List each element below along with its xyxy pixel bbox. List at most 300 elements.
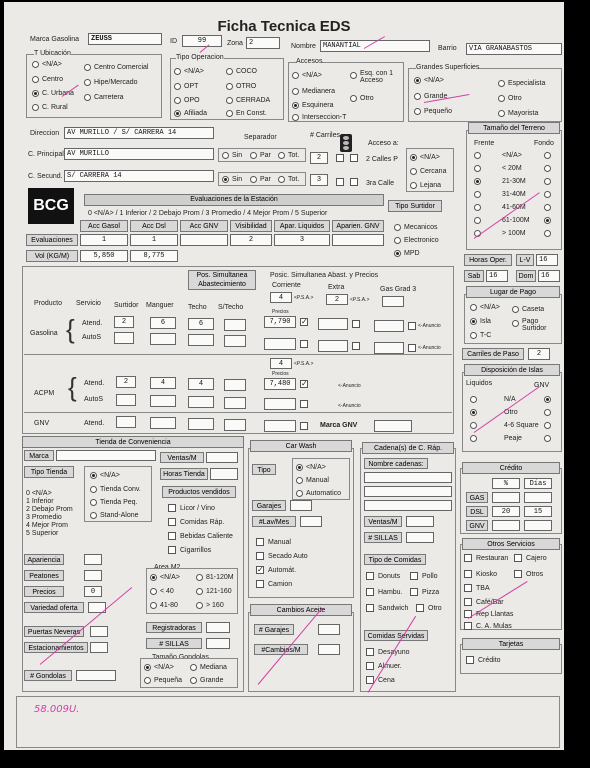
fondo-radio[interactable] [544, 178, 551, 185]
sep-s-sin-radio[interactable] [222, 176, 229, 183]
ubicacion-cc-label: Centro Comercial [94, 64, 149, 71]
acc-intersec-radio[interactable] [292, 114, 299, 121]
gs-especialista-radio[interactable] [498, 80, 505, 87]
nombre-field[interactable]: MANANTIAL [320, 40, 430, 52]
corriente-label: Corriente [272, 282, 301, 289]
ubicacion-urbana-radio[interactable] [32, 90, 39, 97]
horas-tienda-field[interactable] [210, 468, 238, 480]
gs-grande-radio[interactable] [414, 93, 421, 100]
gas-autos-label: AutoS [82, 334, 102, 341]
op-otro-radio[interactable] [226, 83, 233, 90]
cajero-label: Cajero [526, 555, 547, 562]
carriles-secundaria-field[interactable]: 3 [310, 174, 328, 186]
llantas-label: Rep Llantas [476, 611, 514, 618]
tam-mediana-radio[interactable] [190, 664, 197, 671]
gas-check-corriente[interactable] [300, 318, 308, 326]
col-surtidor: Surtidor [114, 302, 139, 309]
credito-gnv-dias[interactable] [524, 520, 552, 531]
acpm-autos-precio[interactable] [264, 398, 296, 410]
ubicacion-centro-label: Centro [42, 76, 64, 83]
bebidas-check[interactable] [168, 532, 176, 540]
chk-principal-a[interactable] [336, 154, 344, 162]
carriles-paso-field[interactable]: 2 [528, 348, 550, 360]
eval-col-aparien-gnv: Aparien. GNV [332, 220, 384, 232]
ubicacion-rural-radio[interactable] [32, 104, 39, 111]
eval-acc-gasol-field[interactable]: 1 [80, 234, 128, 246]
chk-secundaria-b[interactable] [350, 178, 358, 186]
registradoras-label: Registradoras [146, 622, 202, 633]
marca-gnv-field[interactable] [374, 420, 412, 432]
ubicacion-carretera-radio[interactable] [84, 94, 91, 101]
area-81-radio[interactable] [196, 574, 203, 581]
vol-dsl-field[interactable]: 8,775 [130, 250, 178, 262]
cajero-check[interactable] [514, 554, 522, 562]
op-const-radio[interactable] [226, 110, 233, 117]
cadena-nombre-field-2[interactable] [364, 486, 452, 497]
carriles-label: # Carriles [310, 132, 340, 139]
ubicacion-cc-radio[interactable] [84, 64, 91, 71]
gas-check-grad3[interactable] [408, 322, 416, 330]
acc-esq1-radio[interactable] [350, 72, 357, 79]
tienda-conv-radio[interactable] [90, 486, 97, 493]
tienda-peq-radio[interactable] [90, 499, 97, 506]
tam-grande-radio[interactable] [190, 677, 197, 684]
cw-garajes-label: Garajes [252, 500, 286, 511]
frente-radio[interactable] [474, 178, 481, 185]
gas-manguer-field[interactable]: 6 [150, 317, 176, 329]
area-41-radio[interactable] [150, 602, 157, 609]
gondolas-field[interactable] [76, 670, 116, 681]
area-81-label: 81-120M [206, 574, 234, 581]
kiosko-check[interactable] [464, 570, 472, 578]
islas-gnv-label: GNV [534, 382, 550, 389]
fondo-radio[interactable] [544, 204, 551, 211]
lv-field[interactable]: 16 [536, 254, 558, 266]
gas-autos-techo[interactable] [188, 334, 214, 346]
apariencia-field[interactable] [84, 554, 102, 565]
tam-na-radio[interactable] [144, 664, 151, 671]
gs-mayorista-radio[interactable] [498, 110, 505, 117]
tienda-marca-label: Marca [24, 450, 54, 461]
gas-autos-precio-extra[interactable] [318, 340, 348, 352]
desayuno-check[interactable] [366, 648, 374, 656]
islas-liquidos-radio[interactable] [470, 409, 477, 416]
almuerzo-check[interactable] [366, 662, 374, 670]
sep-p-sin-label: Sin [232, 152, 243, 159]
credito-dsl-dias[interactable]: 15 [524, 506, 552, 517]
gas-autos-check-extra[interactable] [352, 342, 360, 350]
gas-autos-check-grad3[interactable] [408, 344, 416, 352]
acpm-corriente-field[interactable]: 4 [270, 358, 292, 369]
cw-manual-item: Manual [268, 539, 291, 546]
restauran-check[interactable] [464, 554, 472, 562]
gnv-surtidor[interactable] [116, 416, 136, 428]
horas-tienda-label: Horas Tienda [160, 468, 208, 480]
gas-surtidor-field[interactable]: 2 [114, 316, 134, 328]
apariencia-label: Apariencia [24, 554, 64, 565]
acpm-autos-label: AutoS [84, 396, 104, 403]
cw-secado-check[interactable] [256, 552, 264, 560]
mulas-check[interactable] [464, 622, 472, 630]
gas-autos-stecho[interactable] [224, 335, 246, 347]
tam-grande-label: Grande [200, 677, 224, 684]
credito-dsl-pct[interactable]: 20 [492, 506, 520, 517]
sep-s-tot-radio[interactable] [278, 176, 285, 183]
cw-na-radio[interactable] [296, 464, 303, 471]
gas-grad-label: Gas Grad 3 [380, 286, 417, 293]
marca-field[interactable]: ZEUSS [88, 33, 162, 45]
acc-na-label: <N/A> [302, 72, 322, 79]
chk-secundaria-a[interactable] [336, 178, 344, 186]
gnv-precio[interactable] [264, 420, 296, 432]
tienda-na-radio[interactable] [90, 472, 97, 479]
area-na-radio[interactable] [150, 574, 157, 581]
ubicacion-hipe-radio[interactable] [84, 79, 91, 86]
gas-psa-1: <P.S.A.> [294, 295, 314, 301]
peatones-field[interactable] [84, 570, 102, 581]
gas-corriente-field[interactable]: 4 [270, 292, 292, 303]
pollo-check[interactable] [410, 572, 418, 580]
eval-aparien-gnv-field[interactable] [332, 234, 384, 246]
tienda-scale-2: 2 Debajo Prom [26, 506, 73, 513]
cw-garajes-field[interactable] [290, 500, 312, 511]
pago-surtidor-label: Pago Surtidor [522, 318, 547, 332]
area-121-radio[interactable] [196, 588, 203, 595]
acc-esquinera-radio[interactable] [292, 102, 299, 109]
islas-liquidos-radio[interactable] [470, 422, 477, 429]
pizza-check[interactable] [410, 588, 418, 596]
frente-label: Frente [474, 140, 495, 147]
evaluaciones-scale: 0 <N/A> / 1 Inferior / 2 Debajo Prom / 3 Promedio / 4 Mejor Prom / 5 Superior [88, 210, 328, 217]
tba-check[interactable] [464, 584, 472, 592]
gas-anuncio-2: <-Anuncio [418, 345, 441, 351]
sab-field[interactable]: 16 [486, 270, 508, 282]
acpm-autos-techo[interactable] [188, 396, 214, 408]
cadena-sillas-field[interactable] [406, 532, 434, 543]
hambu-check[interactable] [366, 588, 374, 596]
donuts-check[interactable] [366, 572, 374, 580]
islas-gnv-radio[interactable] [544, 422, 551, 429]
eval-visibilidad-field[interactable]: 2 [230, 234, 272, 246]
eval-acc-gnv-field[interactable] [180, 234, 228, 246]
cw-auto-label: Automatico [306, 490, 342, 497]
cw-camion-check[interactable] [256, 580, 264, 588]
productos-label: Productos vendidos [162, 486, 236, 498]
bcg-logo: BCG [28, 188, 74, 224]
licor-check[interactable] [168, 504, 176, 512]
fondo-radio[interactable] [544, 230, 551, 237]
pago-surtidor-radio[interactable] [512, 320, 519, 327]
gnv-check[interactable] [300, 422, 308, 430]
acceso-lejana-radio[interactable] [410, 182, 417, 189]
acceso-cercana-radio[interactable] [410, 168, 417, 175]
area-41-label: 41-80 [160, 602, 178, 609]
dom-field[interactable]: 16 [538, 270, 560, 282]
tienda-sillas-field[interactable] [206, 638, 230, 649]
tam-pequena-label: Pequeña [154, 677, 183, 684]
fondo-radio[interactable] [544, 152, 551, 159]
acpm-atend-label: Atend. [84, 380, 105, 387]
acc-intersec-label: Interseccion-T [302, 114, 347, 121]
ubicacion-na-radio[interactable] [32, 61, 39, 68]
gas-precios-label: Precios [272, 309, 289, 315]
acpm-autos-manguer[interactable] [150, 395, 176, 407]
acpm-precio[interactable]: 7,480 [264, 378, 296, 390]
gas-autos-manguer[interactable] [150, 333, 176, 345]
ubicacion-carretera-label: Carretera [94, 94, 124, 101]
cafe-check[interactable] [464, 598, 472, 606]
frente-radio[interactable] [474, 217, 481, 224]
tba-label: TBA [476, 585, 490, 592]
ubicacion-na-label: <N/A> [42, 61, 62, 68]
cadena-nombre-field-1[interactable] [364, 472, 452, 483]
tienda-title: Tienda de Conveniencia [22, 436, 244, 448]
op-opt-radio[interactable] [174, 83, 181, 90]
acpm-manguer-field[interactable]: 4 [150, 377, 176, 389]
acc-otro-label: Otro [360, 95, 374, 102]
cambios-mes-field[interactable] [318, 644, 340, 655]
gas-autos-surtidor[interactable] [114, 332, 134, 344]
frente-radio[interactable] [474, 204, 481, 211]
registradoras-field[interactable] [206, 622, 230, 633]
sep-p-tot-radio[interactable] [278, 152, 285, 159]
fondo-radio[interactable] [544, 165, 551, 172]
acpm-autos-check[interactable] [300, 400, 308, 408]
credito-gnv-pct[interactable] [492, 520, 520, 531]
cw-manual-radio[interactable] [296, 477, 303, 484]
gas-precio-extra[interactable] [318, 318, 348, 330]
chk-principal-b[interactable] [350, 154, 358, 162]
cadena-ventas-field[interactable] [406, 516, 434, 527]
gas-autos-precio-corriente[interactable] [264, 338, 296, 350]
page-title: Ficha Tecnica EDS [217, 18, 351, 35]
gas-check-extra[interactable] [352, 320, 360, 328]
islas-option-label: Otro [504, 409, 518, 416]
comidas-label: Comidas Ráp. [180, 519, 225, 526]
cw-manual-check[interactable] [256, 538, 264, 546]
op-cerrada-radio[interactable] [226, 97, 233, 104]
hambu-label: Hambu. [378, 589, 403, 596]
precios-field[interactable]: 0 [84, 586, 102, 597]
tam-mediana-label: Mediana [200, 664, 227, 671]
op-coco-radio[interactable] [226, 68, 233, 75]
pago-na-radio[interactable] [470, 304, 477, 311]
gs-especialista-label: Especialista [508, 80, 546, 87]
tienda-scale-4: 4 Mejor Prom [26, 522, 69, 529]
gs-pequeno-label: Pequeño [424, 108, 453, 115]
zona-label: Zona [227, 40, 243, 47]
eval-col-acc-gnv: Acc GNV [180, 220, 228, 232]
principal-field[interactable]: AV MURILLO [64, 148, 214, 160]
eval-apar-liquidos-field[interactable]: 3 [274, 234, 330, 246]
sep-p-sin-radio[interactable] [222, 152, 229, 159]
cafe-label: Café/Bar [476, 599, 504, 606]
carriles-principal-field[interactable]: 2 [310, 152, 328, 164]
cw-automat-item: Automát. [268, 567, 297, 574]
id-label: ID [170, 38, 177, 45]
credito-gas-pct[interactable] [492, 492, 520, 503]
marca-gnv-label: Marca GNV [320, 422, 358, 429]
direccion-field[interactable]: AV MURILLO / S/ CARRERA 14 [64, 127, 214, 139]
op-na-radio[interactable] [174, 68, 181, 75]
zona-field[interactable]: 2 [246, 37, 280, 49]
gnv-techo[interactable] [188, 418, 214, 430]
acpm-autos-stecho[interactable] [224, 397, 246, 409]
surtidor-electronico-radio[interactable] [394, 237, 401, 244]
tienda-ventas-field[interactable] [206, 452, 238, 463]
tienda-marca-field[interactable] [56, 450, 156, 461]
col-manguer: Manguer [146, 302, 174, 309]
tienda-stand-radio[interactable] [90, 512, 97, 519]
area-40-radio[interactable] [150, 588, 157, 595]
credito-gnv-label: GNV [466, 520, 488, 531]
surtidor-mpd-radio[interactable] [394, 250, 401, 257]
pago-caseta-label: Caseta [522, 306, 545, 313]
col-servicio: Servicio [76, 300, 101, 307]
otros-check[interactable] [514, 570, 522, 578]
acceso-na-radio[interactable] [410, 154, 417, 161]
islas-gnv-radio[interactable] [544, 396, 551, 403]
frente-radio[interactable] [474, 165, 481, 172]
secundaria-field[interactable]: S/ CARRERA 14 [64, 170, 214, 182]
estac-label: Estacionamientos [24, 642, 88, 653]
form-sheet: Ficha Tecnica EDS Marca Gasolina ZEUSS ID 99 Zona 2 Nombre MANANTIAL Barrio VIA GRANABASTOS T Ubicación <N/A> Centro Comercial Centro Hipe/Mercado C. Urbana Carretera C. Rural Tipo Operacion <N/A> COCO OPT OTRO OPO CERRADA Afiliada En Const. Accesos <N/A> Esq. con 1 Acceso Medianera Otro Esquinera Interseccion-T Grandes Superficies <N/A> Especialista Grande Otro Pequeño Mayorista Direccion AV MURILLO / S/ CARRERA 14 C. Principal AV MURILLO C. Secund. S/ CARRERA 14 Separador Sin Par Tot. Sin Par Tot. # Carriles 2 3 2 Calles P 3ra Calle Acceso a: <N/A> Cercana Lejana BCG Evaluaciones de la Estación Tipo Surtidor 0 <N/A> / 1 Inferior / 2 Debajo Prom / 3 Promedio / 4 Mejor Prom / 5 Superior Acc Gasol Acc Dsl Acc GNV Visibilidad Apar. Liquidos Aparien. GNV Evaluaciones 1 1 2 3 Vol (KG/M) 5,850 8,775 Mecanicos Electronico MPD Pos. Simultanea Abastecimiento Posic. Simultanea Abast. y Precios Corriente Extra Gas Grad 3 Producto Servicio Surtidor Manguer Techo S/Techo 4 <P.S.A.> 2 <P.S.A.> Gasolina { Atend. AutoS 2 6 6 Precios 7,790 ✓ <-Anuncio <-Anuncio 4 <P.S.A.> Precios ACPM { Atend. AutoS 2 4 4 7,480 ✓ <-Anuncio <-Anuncio GNV Atend. Marca GNV Tamaño del Terreno Frente Fondo <N/A> < 20M 21-30M 31-40M 41-60M 61-100M > 100M Horas Oper. L-V 16 Sab 16 Dom 16 Lugar de Pago <N/A> Caseta Isla Pago Surtidor T-C Carriles de Paso 2 Disposición de Islas Liquidos GNV N/A Otro 4-6 Square Peaje Tienda de Conveniencia Marca Ventas/M Tipo Tienda <N/A> Tienda Conv. Tienda Peq. Stand-Alone 0 <N/A> 1 Inferior 2 Debajo Prom 3 Promedio 4 Mejor Prom 5 Superior Horas Tienda Productos vendidos Licor / Vino Comidas Ráp. Bebidas Caliente Cigarrillos Apariencia Peatones Precios 0 Variedad oferta Area M2 <N/A> 81-120M < 40 121-160 41-80 > 160 Puertas Neveras Estacionamientos Registradoras # SILLAS Tamaño Gondolas <N/A> Mediana Pequeña Grande # Gondolas Car Wash Tipo <N/A> Manual Automatico Garajes #Lav/Mes Manual Secado Auto ✓ Automát. Camion Cambios Aceite # Garajes #Cambios/M Cadena(s) de C. Ráp. Nombre cadenas: Ventas/M # SILLAS Tipo de Comidas Donuts Pollo Hambu. Pizza Sandwich Otro Comidas Servidas Desayuno Almuer. Cena Crédito % Días GAS DSL 20 15 GNV Otros Servicios Restauran Cajero Kiosko Otros TBA Café/Bar Rep Llantas C. A. Mulas Tarjetas Crédito 58.009U. [4, 2, 564, 750]
acc-otro-radio[interactable] [350, 95, 357, 102]
notes-area[interactable] [16, 696, 560, 748]
vol-gasol-field[interactable]: 5,850 [80, 250, 128, 262]
op-opo-radio[interactable] [174, 97, 181, 104]
frente-radio[interactable] [474, 152, 481, 159]
acpm-surtidor-field[interactable]: 2 [116, 376, 136, 388]
desayuno-label: Desayuno [378, 649, 410, 656]
grandes-superficies-title: Grandes Superficies [416, 64, 480, 71]
credito-gas-dias[interactable] [524, 492, 552, 503]
gs-pequeno-radio[interactable] [414, 108, 421, 115]
islas-liquidos-radio[interactable] [470, 396, 477, 403]
pago-tc-radio[interactable] [470, 332, 477, 339]
gas-extra-field[interactable]: 2 [326, 294, 348, 305]
gas-anuncio-1: <-Anuncio [418, 323, 441, 329]
op-opo-label: OPO [184, 97, 200, 104]
gs-na-radio[interactable] [414, 77, 421, 84]
pago-isla-radio[interactable] [470, 318, 477, 325]
fondo-radio[interactable] [544, 191, 551, 198]
cigarrillos-check[interactable] [168, 546, 176, 554]
mulas-label: C. A. Mulas [476, 623, 512, 630]
eval-col-visibilidad: Visibilidad [230, 220, 272, 232]
kiosko-label: Kiosko [476, 571, 498, 578]
gnv-label: GNV [34, 420, 50, 427]
id-field[interactable]: 99 [182, 35, 222, 47]
tarjeta-credito-check[interactable] [466, 656, 474, 664]
sandwich-check[interactable] [366, 604, 374, 612]
islas-gnv-radio[interactable] [544, 409, 551, 416]
terreno-title: Tamaño del Terreno [468, 122, 560, 134]
pollo-label: Pollo [422, 573, 438, 580]
area-40-label: < 40 [160, 588, 174, 595]
islas-liquidos-radio[interactable] [470, 435, 477, 442]
otros-servicios-title: Otros Servicios [462, 538, 560, 550]
gs-na-label: <N/A> [424, 77, 444, 84]
pago-na-label: <N/A> [480, 304, 500, 311]
eval-acc-dsl-field[interactable]: 1 [130, 234, 178, 246]
fondo-label: Fondo [534, 140, 554, 147]
cw-lav-field[interactable] [300, 516, 322, 527]
islas-gnv-radio[interactable] [544, 435, 551, 442]
islas-option-label: Peaje [504, 435, 522, 442]
gnv-stecho[interactable] [224, 419, 246, 431]
cw-auto-radio[interactable] [296, 490, 303, 497]
frente-radio[interactable] [474, 191, 481, 198]
sep-s-par-label: Par [260, 176, 271, 183]
sep-s-par-radio[interactable] [250, 176, 257, 183]
tam-na-label: <N/A> [154, 664, 174, 671]
op-afiliada-radio[interactable] [174, 110, 181, 117]
otro-comida-check[interactable] [416, 604, 424, 612]
gnv-manguer[interactable] [150, 417, 176, 429]
gas-autos-precio-grad3[interactable] [374, 342, 404, 354]
cadena-ventas-label: Ventas/M [364, 516, 402, 527]
pos-simultanea-header: Pos. Simultanea Abastecimiento [188, 270, 256, 290]
gas-grad3-field[interactable] [382, 296, 404, 307]
gnv-atend-label: Atend. [84, 420, 105, 427]
cadena-nombre-field-3[interactable] [364, 500, 452, 511]
gas-atend-label: Atend. [82, 320, 103, 327]
surtidor-mecanicos-radio[interactable] [394, 224, 401, 231]
bebidas-label: Bebidas Caliente [180, 533, 233, 540]
pago-caseta-radio[interactable] [512, 306, 519, 313]
acc-medianera-radio[interactable] [292, 88, 299, 95]
surtidor-mpd-label: MPD [404, 250, 420, 257]
terreno-option-label: > 100M [502, 230, 526, 237]
cadena-title: Cadena(s) de C. Ráp. [362, 442, 454, 454]
acpm-techo-field[interactable]: 4 [188, 378, 214, 390]
gs-otro-radio[interactable] [498, 95, 505, 102]
gas-precio-grad3[interactable] [374, 320, 404, 332]
comidas-servidas-label: Comidas Servidas [364, 630, 428, 641]
gas-autos-check-corriente[interactable] [300, 340, 308, 348]
fondo-radio[interactable] [544, 217, 551, 224]
comidas-check[interactable] [168, 518, 176, 526]
acpm-autos-surtidor[interactable] [116, 394, 136, 406]
sep-p-par-label: Par [260, 152, 271, 159]
cambios-garajes-field[interactable] [318, 624, 340, 635]
acpm-psa: <P.S.A.> [294, 361, 314, 367]
acc-medianera-label: Medianera [302, 88, 336, 95]
tam-pequena-radio[interactable] [144, 677, 151, 684]
area-121-label: 121-160 [206, 588, 232, 595]
ubicacion-centro-radio[interactable] [32, 76, 39, 83]
footer-note: 58.009U. [34, 704, 80, 715]
gas-techo-field[interactable]: 6 [188, 318, 214, 330]
cw-automat-check[interactable] [256, 566, 264, 574]
barrio-field[interactable]: VIA GRANABASTOS [466, 43, 562, 55]
sep-p-par-radio[interactable] [250, 152, 257, 159]
gas-precio-corriente[interactable]: 7,790 [264, 316, 296, 328]
gas-stecho-field[interactable] [224, 319, 246, 331]
islas-option-label: N/A [504, 396, 516, 403]
tarjetas-title: Tarjetas [462, 638, 560, 650]
acpm-stecho-field[interactable] [224, 379, 246, 391]
acpm-check[interactable] [300, 380, 308, 388]
area-160-radio[interactable] [196, 602, 203, 609]
evaluaciones-header: Evaluaciones de la Estación [84, 194, 384, 206]
acc-na-radio[interactable] [292, 72, 299, 79]
estac-field[interactable] [90, 642, 108, 653]
ubicacion-rural-label: C. Rural [42, 104, 68, 111]
puertas-field[interactable] [90, 626, 108, 637]
tipo-surtidor-button[interactable]: Tipo Surtidor [388, 200, 442, 212]
